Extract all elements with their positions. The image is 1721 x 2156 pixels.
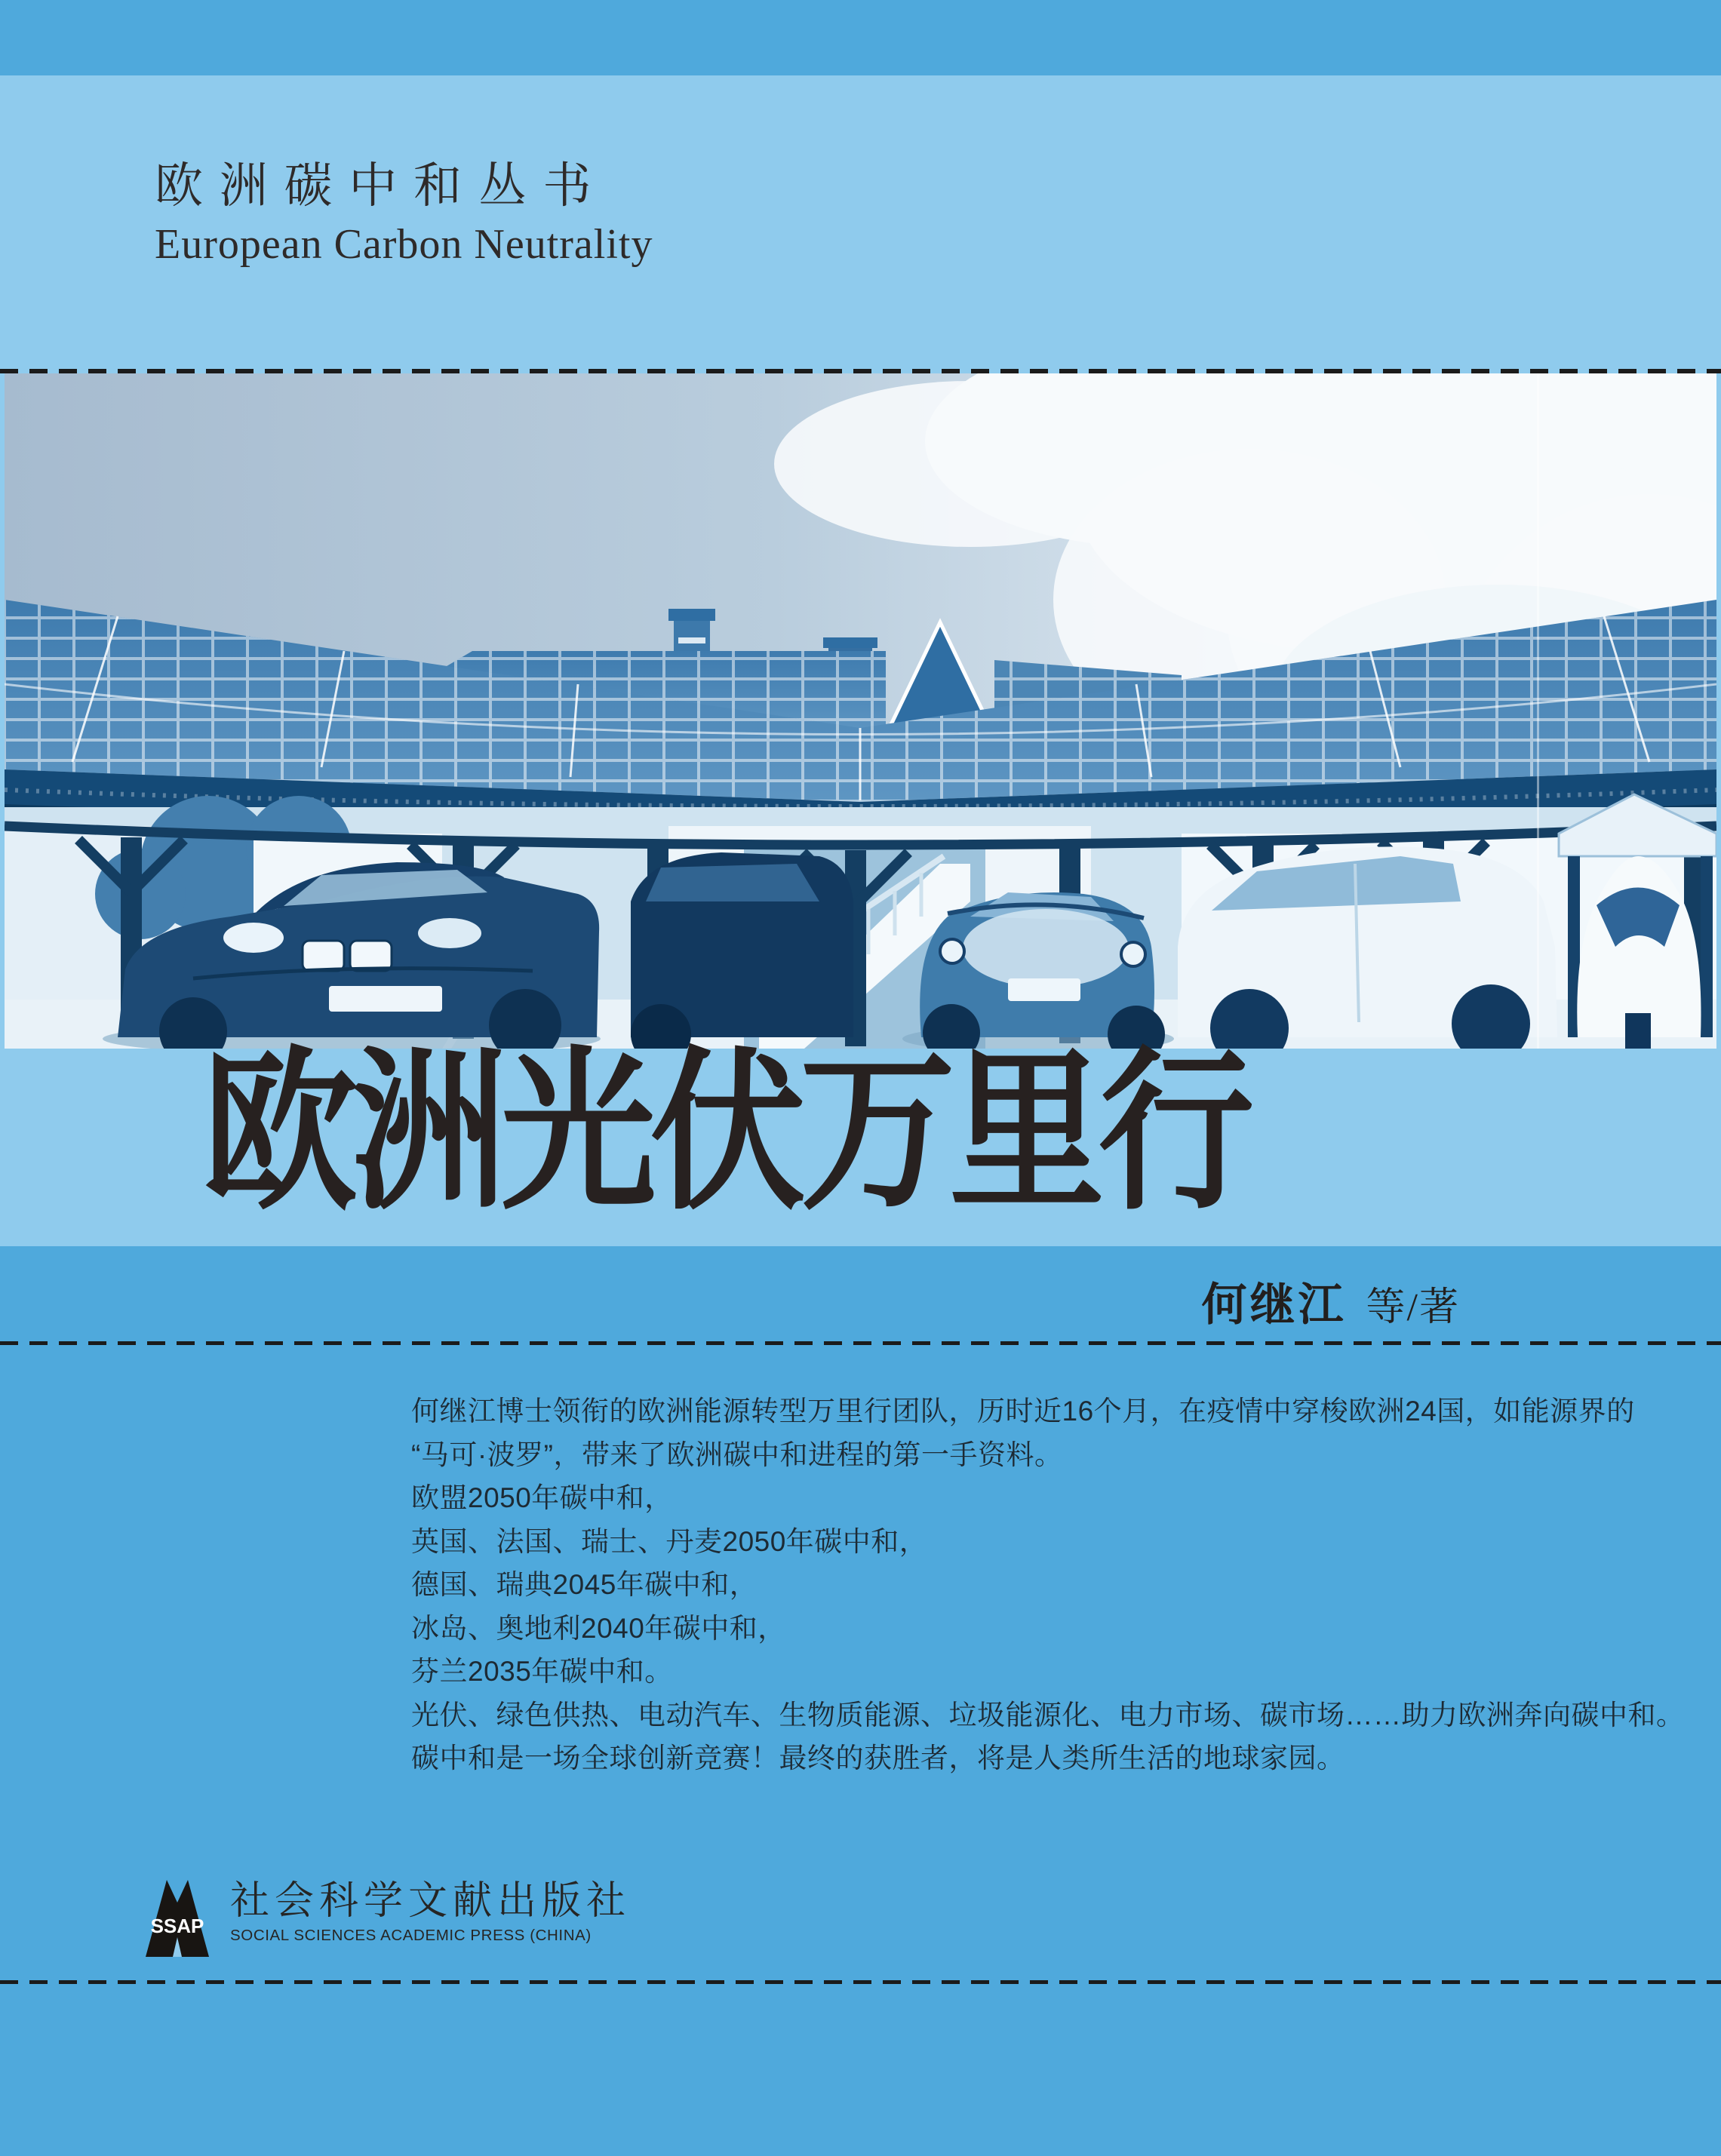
back-blurb bbox=[411, 1390, 1685, 1780]
author-suffix: 等/著 bbox=[1366, 1286, 1460, 1329]
book-title: 欧洲光伏万里行 bbox=[202, 1037, 1249, 1230]
blurb-line: 何继江博士领衔的欧洲能源转型万里行团队，历时近16个月，在疫情中穿梭欧洲24国，如能源界的 bbox=[411, 1396, 1635, 1427]
blurb-line: 德国、瑞典2045年碳中和， bbox=[411, 1569, 758, 1600]
cover-photo-solar-carport bbox=[5, 373, 1716, 1049]
car-white-hatchback bbox=[1178, 846, 1557, 1049]
svg-text:SSAP: SSAP bbox=[150, 1915, 204, 1937]
blurb-line: 欧盟2050年碳中和， bbox=[411, 1482, 673, 1513]
top-color-band bbox=[0, 0, 1721, 75]
blurb-line: “马可·波罗”，带来了欧洲碳中和进程的第一手资料。 bbox=[411, 1439, 1063, 1470]
author-name: 何继江 bbox=[1201, 1279, 1347, 1330]
author-line bbox=[1202, 1269, 1460, 1334]
publisher-name-zh: 社会科学文献出版社 bbox=[230, 1879, 632, 1923]
blurb-line: 光伏、绿色供热、电动汽车、生物质能源、垃圾能源化、电力市场、碳市场……助力欧洲奔向碳中和。 bbox=[411, 1699, 1685, 1731]
blurb-line: 芬兰2035年碳中和。 bbox=[411, 1656, 673, 1687]
series-header bbox=[155, 160, 653, 269]
dashed-rule-bottom bbox=[0, 1980, 1721, 1984]
solar-carport-scene bbox=[5, 373, 1716, 1049]
car-dark-suv bbox=[631, 852, 853, 1049]
publisher-block bbox=[140, 1878, 631, 1957]
blurb-line: 英国、法国、瑞士、丹麦2050年碳中和， bbox=[411, 1525, 928, 1557]
spine-fold-line bbox=[1537, 373, 1539, 1049]
blurb-line: 碳中和是一场全球创新竞赛！最终的获胜者，将是人类所生活的地球家园。 bbox=[411, 1743, 1345, 1774]
dashed-rule-top bbox=[0, 369, 1721, 373]
series-title-zh: 欧洲碳中和丛书 bbox=[155, 159, 608, 213]
series-title-en: European Carbon Neutrality bbox=[155, 221, 653, 269]
publisher-name-en: SOCIAL SCIENCES ACADEMIC PRESS (CHINA) bbox=[230, 1927, 592, 1944]
dashed-rule-middle bbox=[0, 1341, 1721, 1345]
ssap-logo-icon bbox=[140, 1878, 215, 1957]
blurb-line: 冰岛、奥地利2040年碳中和， bbox=[411, 1612, 786, 1644]
